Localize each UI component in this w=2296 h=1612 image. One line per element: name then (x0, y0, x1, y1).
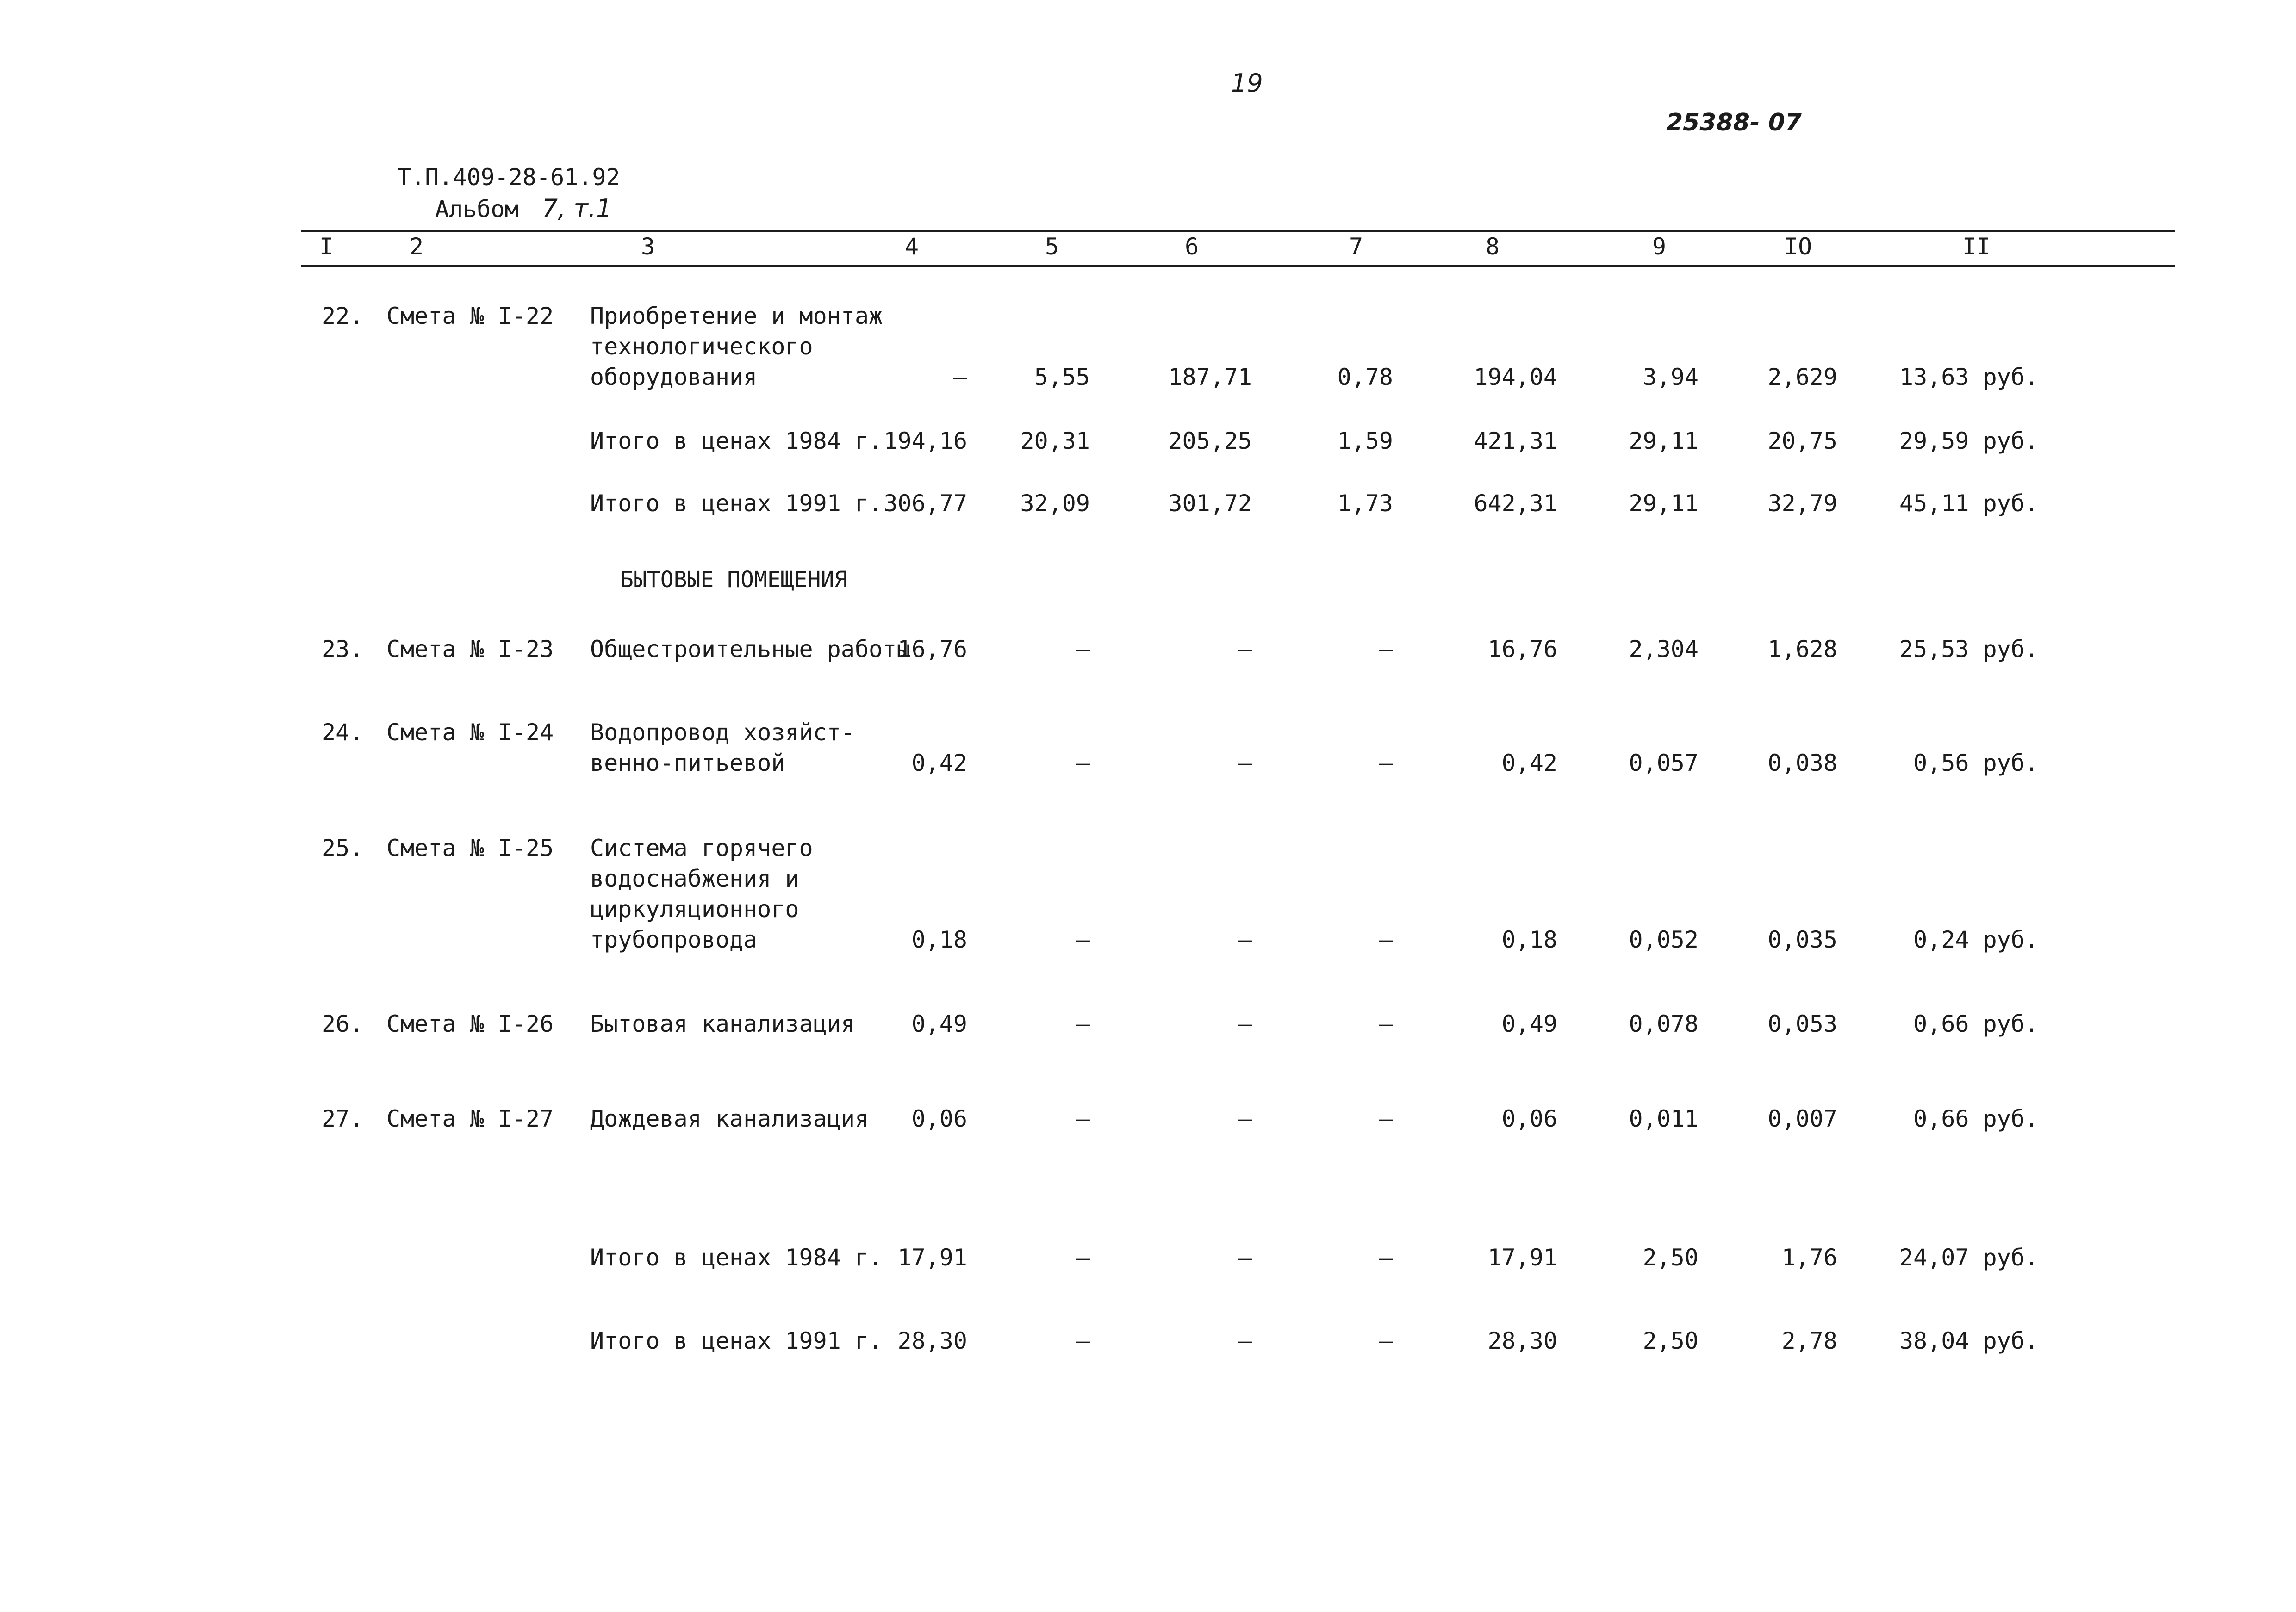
document-code: 25388- 07 (1666, 109, 1802, 136)
cell-c9: 0,052 (1629, 926, 1699, 953)
cell-c4: 0,18 (911, 926, 967, 953)
cell-c4: 0,42 (911, 750, 967, 776)
estimate-reference: Смета № I-23 (386, 636, 554, 663)
description-line: Приобретение и монтаж (590, 303, 883, 329)
cell-c6: – (1238, 1327, 1252, 1354)
cell-c4: 306,77 (884, 490, 967, 517)
cell-c8: 0,06 (1501, 1105, 1557, 1132)
cell-c11: 0,56 руб. (1913, 750, 2039, 776)
cell-c10: 32,79 (1767, 490, 1837, 517)
row-number: 27. (322, 1105, 364, 1132)
description-line: Бытовая канализация (590, 1011, 855, 1037)
cell-c5: – (1076, 1011, 1090, 1037)
cell-c8: 16,76 (1487, 636, 1557, 663)
cell-c7: – (1379, 1327, 1393, 1354)
cell-c7: – (1379, 1011, 1393, 1037)
cell-c11: 38,04 руб. (1899, 1327, 2039, 1354)
estimate-reference: Смета № I-26 (386, 1011, 554, 1037)
cell-c5: – (1076, 636, 1090, 663)
cell-c4: 0,06 (911, 1105, 967, 1132)
row-number: 25. (322, 835, 364, 862)
cell-c8: 642,31 (1474, 490, 1557, 517)
cell-c11: 45,11 руб. (1899, 490, 2039, 517)
cell-c8: 194,04 (1474, 364, 1557, 391)
cell-c6: 187,71 (1168, 364, 1252, 391)
album-line (435, 193, 612, 224)
estimate-reference: Смета № I-22 (386, 303, 554, 329)
cell-c5: – (1076, 750, 1090, 776)
project-reference: Т.П.409-28-61.92 (397, 164, 620, 191)
cell-c8: 0,18 (1501, 926, 1557, 953)
cell-c7: – (1379, 750, 1393, 776)
column-header-10: IO (1784, 233, 1812, 260)
description-line: Итого в ценах 1984 г. (590, 1244, 883, 1271)
cell-c8: 421,31 (1474, 428, 1557, 454)
cell-c5: 20,31 (1020, 428, 1090, 454)
cell-c7: 0,78 (1337, 364, 1393, 391)
cell-c10: 1,76 (1781, 1244, 1837, 1271)
column-header-3: 3 (641, 233, 655, 260)
cell-c11: 0,66 руб. (1913, 1011, 2039, 1037)
cell-c4: – (953, 364, 967, 391)
description-line: венно-питьевой (590, 750, 785, 776)
cell-c5: – (1076, 1105, 1090, 1132)
cell-c4: 17,91 (897, 1244, 967, 1271)
estimate-reference: Смета № I-25 (386, 835, 554, 862)
table-top-rule (301, 230, 2175, 232)
cell-c10: 2,629 (1767, 364, 1837, 391)
cell-c6: – (1238, 1011, 1252, 1037)
cell-c9: 2,50 (1643, 1244, 1699, 1271)
description-line: Итого в ценах 1991 г. (590, 1327, 883, 1354)
cell-c9: 29,11 (1629, 428, 1699, 454)
cell-c6: – (1238, 926, 1252, 953)
cell-c11: 25,53 руб. (1899, 636, 2039, 663)
cell-c10: 20,75 (1767, 428, 1837, 454)
column-header-5: 5 (1045, 233, 1059, 260)
cell-c5: – (1076, 1244, 1090, 1271)
description-line: Дождевая канализация (590, 1105, 869, 1132)
cell-c10: 2,78 (1781, 1327, 1837, 1354)
page-number: 19 (1231, 68, 1263, 98)
cell-c10: 0,038 (1767, 750, 1837, 776)
cell-c5: – (1076, 1327, 1090, 1354)
album-label: Альбом (435, 196, 519, 223)
column-header-9: 9 (1652, 233, 1667, 260)
cell-c7: – (1379, 636, 1393, 663)
cell-c9: 3,94 (1643, 364, 1699, 391)
row-number: 24. (322, 719, 364, 746)
column-header-2: 2 (410, 233, 424, 260)
cell-c7: – (1379, 926, 1393, 953)
cell-c9: 2,50 (1643, 1327, 1699, 1354)
cell-c7: 1,73 (1337, 490, 1393, 517)
cell-c5: – (1076, 926, 1090, 953)
row-number: 22. (322, 303, 364, 329)
description-line: оборудования (590, 364, 758, 391)
cell-c6: 301,72 (1168, 490, 1252, 517)
cell-c11: 24,07 руб. (1899, 1244, 2039, 1271)
cell-c9: 0,057 (1629, 750, 1699, 776)
cell-c9: 0,011 (1629, 1105, 1699, 1132)
cell-c11: 0,66 руб. (1913, 1105, 2039, 1132)
cell-c9: 2,304 (1629, 636, 1699, 663)
cell-c8: 17,91 (1487, 1244, 1557, 1271)
cell-c9: 0,078 (1629, 1011, 1699, 1037)
cell-c11: 29,59 руб. (1899, 428, 2039, 454)
description-line: технологического (590, 333, 813, 360)
cell-c4: 16,76 (897, 636, 967, 663)
column-header-7: 7 (1349, 233, 1363, 260)
cell-c7: 1,59 (1337, 428, 1393, 454)
estimate-reference: Смета № I-24 (386, 719, 554, 746)
column-header-11: II (1962, 233, 1991, 260)
column-header-8: 8 (1486, 233, 1500, 260)
cell-c10: 0,035 (1767, 926, 1837, 953)
cell-c5: 32,09 (1020, 490, 1090, 517)
column-header-4: 4 (905, 233, 919, 260)
section-title: БЫТОВЫЕ ПОМЕЩЕНИЯ (620, 567, 848, 593)
cell-c6: – (1238, 1105, 1252, 1132)
cell-c11: 13,63 руб. (1899, 364, 2039, 391)
cell-c10: 1,628 (1767, 636, 1837, 663)
estimate-reference: Смета № I-27 (386, 1105, 554, 1132)
cell-c8: 0,42 (1501, 750, 1557, 776)
cell-c6: – (1238, 636, 1252, 663)
cell-c10: 0,053 (1767, 1011, 1837, 1037)
table-header-rule (301, 265, 2175, 267)
cell-c4: 28,30 (897, 1327, 967, 1354)
column-header-6: 6 (1185, 233, 1199, 260)
description-line: Система горячего (590, 835, 813, 862)
cell-c4: 0,49 (911, 1011, 967, 1037)
cell-c8: 0,49 (1501, 1011, 1557, 1037)
description-line: циркуляционного (590, 896, 799, 923)
cell-c7: – (1379, 1244, 1393, 1271)
cell-c6: 205,25 (1168, 428, 1252, 454)
description-line: Итого в ценах 1991 г. (590, 490, 883, 517)
description-line: водоснабжения и (590, 865, 799, 892)
description-line: Общестроительные работы (590, 636, 911, 663)
cell-c11: 0,24 руб. (1913, 926, 2039, 953)
cell-c9: 29,11 (1629, 490, 1699, 517)
row-number: 23. (322, 636, 364, 663)
cell-c10: 0,007 (1767, 1105, 1837, 1132)
description-line: трубопровода (590, 926, 758, 953)
column-header-1: I (319, 233, 334, 260)
cell-c4: 194,16 (884, 428, 967, 454)
description-line: Водопровод хозяйст- (590, 719, 855, 746)
cell-c7: – (1379, 1105, 1393, 1132)
cell-c6: – (1238, 750, 1252, 776)
cell-c8: 28,30 (1487, 1327, 1557, 1354)
description-line: Итого в ценах 1984 г. (590, 428, 883, 454)
album-value: 7, т.1 (541, 194, 612, 223)
row-number: 26. (322, 1011, 364, 1037)
cell-c5: 5,55 (1034, 364, 1090, 391)
cell-c6: – (1238, 1244, 1252, 1271)
